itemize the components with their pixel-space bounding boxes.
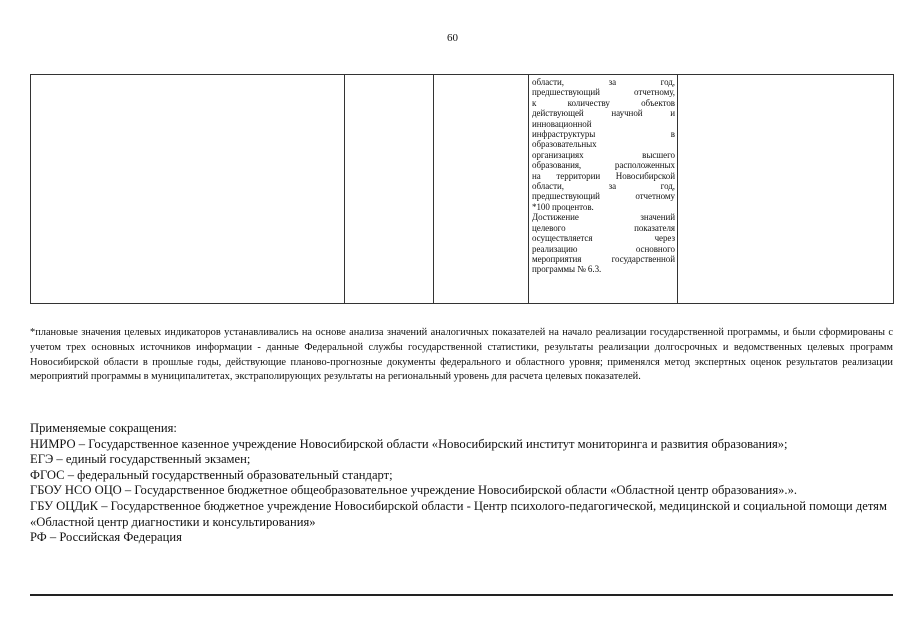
table-cell-3	[434, 75, 529, 304]
method-line: организациях высшего	[532, 149, 675, 160]
abbreviation-item: ГБОУ НСО ОЦО – Государственное бюджетное общеобразовательное учреждение Новосибирской области «Областной центр образования».».	[30, 483, 798, 498]
footnote: *плановые значения целевых индикаторов устанавливались на основе анализа значений аналогичных показателей на начало реализации государственной программы, и были сформированы с учетом трех основных источников информации - данные Федеральной службы государственной статистики, результаты реализации долгосрочных и ведомственных целевых программ Новосибирской области в прошлые годы, действующие планово-прогнозные документы федерального и областного уровня; применялся метод экспертных оценок результатов реализации мероприятий программы в муниципалитетах, экстраполирующих результаты на региональный уровень для расчета целевых показателей.	[30, 327, 893, 383]
table-cell-5	[678, 75, 894, 304]
bottom-rule	[30, 594, 893, 596]
table-cell-2	[345, 75, 434, 304]
method-line: области, за год,	[532, 181, 675, 192]
method-line: целевого показателя	[532, 222, 675, 233]
method-line: инфраструктуры в	[532, 129, 675, 140]
method-line: *100 процентов.	[532, 201, 594, 212]
continuation-table	[30, 74, 894, 304]
method-line: действующей научной и	[532, 108, 675, 119]
table-cell-method	[529, 75, 678, 304]
method-line: реализацию основного	[532, 243, 675, 254]
abbreviations-heading: Применяемые сокращения:	[30, 421, 177, 435]
method-line: образования, расположенных	[532, 160, 675, 171]
table-row	[31, 75, 894, 304]
method-line: Достижение значений	[532, 212, 675, 223]
method-line: мероприятия государственной	[532, 253, 675, 264]
abbreviations-list	[30, 421, 893, 546]
method-line: области, за год,	[532, 77, 675, 87]
abbreviation-item: ФГОС – федеральный государственный образовательный стандарт;	[30, 467, 393, 482]
method-line: на территории Новосибирской	[532, 170, 675, 181]
method-line: осуществляется через	[532, 233, 675, 244]
method-line: образовательных	[532, 139, 597, 150]
method-line: предшествующий отчетному,	[532, 87, 675, 98]
abbreviation-item: НИМРО – Государственное казенное учреждение Новосибирской области «Новосибирский институт мониторинга и развития образования»;	[30, 436, 788, 451]
method-line: инновационной	[532, 118, 592, 129]
page-number: 60	[447, 32, 458, 44]
table-cell-1	[31, 75, 345, 304]
abbreviation-item: ГБУ ОЦДиК – Государственное бюджетное учреждение Новосибирской области - Центр психолого-педагогической, медицинской и социальной помощи детям «Областной центр диагностики и консультирования»	[30, 498, 887, 529]
method-line: к количеству объектов	[532, 97, 675, 108]
method-line: предшествующий отчетному	[532, 191, 675, 202]
abbreviation-item: ЕГЭ – единый государственный экзамен;	[30, 452, 251, 467]
method-description	[529, 75, 677, 277]
method-line: программы № 6.3.	[532, 264, 602, 275]
abbreviation-item: РФ – Российская Федерация	[30, 530, 182, 545]
